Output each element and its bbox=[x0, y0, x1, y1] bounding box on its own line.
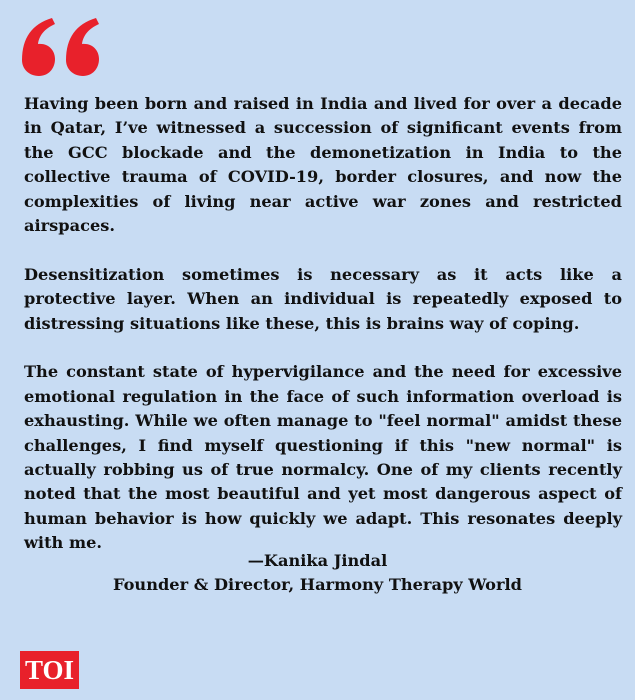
quote-paragraph-3: The constant state of hypervigilance and the need for excessive emotional regulation in the face of such information overload is exhausting. While we often manage to "feel normal" amidst these challenges, I find myself questioning if this "new normal" is actually robbing us of true normalcy. One of my clients recently noted that the most beautiful and yet most dangerous aspect of human behavior is how quickly we adapt. This resonates deeply with me. bbox=[24, 362, 622, 553]
quote-body bbox=[24, 92, 622, 580]
quote-mark-icon bbox=[20, 16, 104, 78]
attribution bbox=[0, 549, 635, 597]
quote-paragraph-2: Desensitization sometimes is necessary as it acts like a protective layer. When an individual is repeatedly exposed to distressing situations like these, this is brains way of coping. bbox=[24, 264, 622, 333]
attribution-name: —Kanika Jindal bbox=[247, 551, 388, 570]
toi-logo: TOI bbox=[20, 651, 79, 689]
attribution-role: Founder & Director, Harmony Therapy World bbox=[113, 575, 522, 594]
quote-paragraph-1: Having been born and raised in India and lived for over a decade in Qatar, I’ve witnessed a succession of significant events from the GCC blockade and the demonetization in India to the collective trauma of COVID-19, border closures, and now the complexities of living near active war zones and restricted airspaces. bbox=[24, 94, 622, 236]
